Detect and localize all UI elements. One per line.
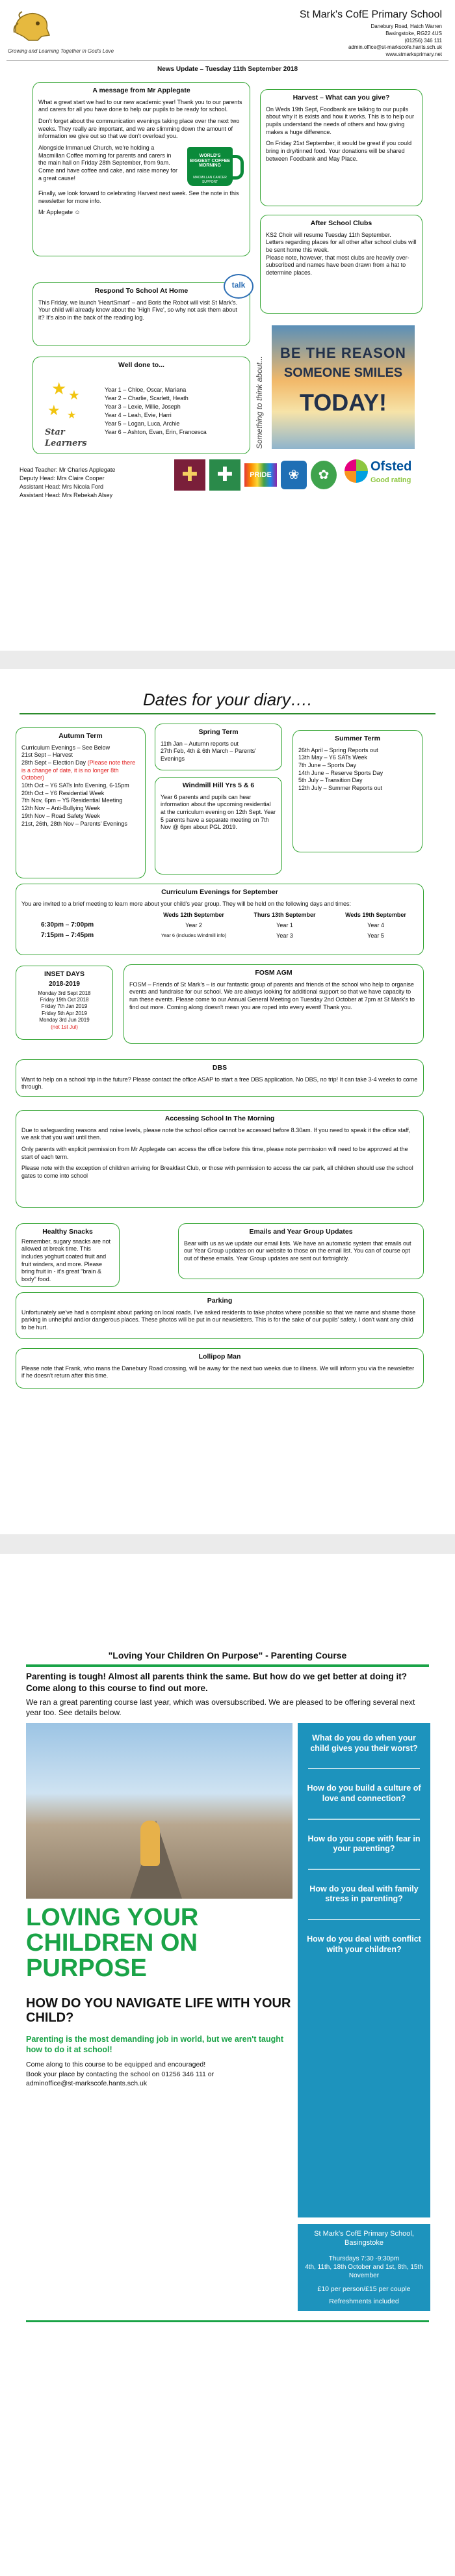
question-divider: [308, 1919, 420, 1920]
applegate-message-box: [32, 82, 250, 256]
term-line: 7th Nov, 6pm – Y5 Residential Meeting: [21, 797, 123, 804]
school-name: St Mark's CofE Primary School: [299, 9, 442, 20]
term-line: 10th Oct – Y6 SATs Info Evening, 6-15pm: [21, 782, 129, 789]
diary-underline: [20, 713, 436, 714]
header-divider: [6, 60, 448, 61]
talk-badge: [224, 274, 254, 299]
term-line: 7th June – Sports Day: [298, 762, 357, 769]
box-title: Curriculum Evenings for September: [161, 888, 278, 896]
mug-text: WORLD'S BIGGEST COFFEE MORNING: [190, 154, 230, 169]
column-day: Weds 19th September: [345, 912, 406, 919]
spring-term-box: [155, 724, 282, 770]
term-line: 21st Sept – Harvest: [21, 752, 73, 759]
ofsted-logo: [344, 455, 429, 495]
star-icon: ★: [47, 402, 60, 418]
venue-box: [298, 2224, 430, 2311]
details-line: Come along to this course to be equipped and encouraged!: [26, 2061, 206, 2068]
inset-date: Friday 7th Jan 2019: [41, 1003, 88, 1010]
box-title: Harvest – What can you give?: [292, 94, 390, 102]
address-line: Basingstoke, RG22 4US: [385, 30, 442, 36]
ofsted-rating: Good rating: [370, 476, 411, 484]
page-gap: [0, 651, 455, 669]
mug-handle: [230, 155, 244, 180]
paragraph: Unfortunately we've had a complaint about parking on local roads. I've asked residents to take photos where possible so that we name and shame those parking in unhelpful and/or dangerous places. These photos will be put in our newsletters. This is for the sake of our pupils' safety. I don't want any child to be hurt.: [21, 1308, 416, 1331]
award-logo-icon: ✿: [311, 461, 337, 489]
column-year: Year 6 (includes Windmill info): [161, 932, 227, 938]
award-logo-icon: ❀: [281, 461, 307, 489]
update-title: News Update – Tuesday 11th September 2018: [157, 66, 298, 73]
stars-label: Star Learners: [45, 427, 87, 448]
term-line: 12th Nov – Anti-Bullying Week: [21, 805, 100, 812]
questions-column: [298, 1723, 430, 2217]
column-year: Year 3: [276, 932, 293, 939]
term-line: 12th July – Summer Reports out: [298, 785, 383, 792]
stars-graphic: [45, 378, 90, 450]
box-title: DBS: [212, 1064, 228, 1072]
term-line: 27th Feb, 4th & 6th March – Parents' Evenings: [161, 748, 256, 763]
box-title: Emails and Year Group Updates: [249, 1228, 353, 1236]
paragraph: Finally, we look forward to celebrating Harvest next week. See the note in this newsletter for more info.: [38, 190, 239, 204]
paragraph: You are invited to a brief meeting to learn more about your child's year group. They will be held on the following days and times:: [21, 900, 352, 907]
star-icon: ★: [67, 410, 77, 421]
paragraph: Bear with us as we update our email lists. We have an automatic system that emails out our Year Group updates on our website to those on the email list. You can of course opt out of these emails. Year Group updates are sent out fortnightly.: [184, 1240, 411, 1262]
list-item: Year 6 – Ashton, Evan, Erin, Francesca: [105, 429, 207, 436]
term-line: 20th Oct – Y6 Residential Week: [21, 789, 105, 796]
paragraph: Please note with the exception of children arriving for Breakfast Club, or those with permission to access the car park, all children should use the school gates to come into school: [21, 1165, 413, 1180]
signature: Mr Applegate ☺: [38, 209, 81, 216]
inset-date: Friday 19th Oct 2018: [40, 997, 89, 1003]
cross-logo-icon: ✚: [174, 459, 205, 491]
staff-list: [20, 466, 115, 500]
poster-side-text: Something to think about...: [255, 356, 264, 449]
morning-access-box: [16, 1110, 424, 1208]
inset-date: Friday 5th Apr 2019: [42, 1010, 87, 1016]
website-link[interactable]: www.stmarksprimary.net: [385, 51, 442, 58]
box-title: After School Clubs: [310, 219, 372, 227]
paragraph: Alongside Immanuel Church, we're holding a Macmillan Coffee morning for parents and carers in the main hall on Friday 28th September, from 9am. Come and have coffee and cake, and raise money for a great cause!: [38, 144, 177, 182]
date-change-note: (Please note there is a change of date, it is no longer 8th October): [21, 759, 136, 781]
macmillan-mug-image: [182, 144, 244, 190]
box-title: Well done to...: [118, 361, 164, 369]
term-line: 11th Jan – Autumn reports out: [161, 740, 239, 747]
term-line: 14th June – Reserve Sports Day: [298, 769, 384, 776]
star-icon: ★: [51, 379, 67, 398]
course-price: £10 per person/£15 per couple: [317, 2285, 411, 2293]
term-line: Curriculum Evenings – See Below: [21, 744, 110, 751]
column-day: Thurs 13th September: [254, 912, 316, 919]
paragraph: Don't forget about the communication evenings taking place over the next two weeks. They really are important, and we are slimming down the amount of information we give out so that we don't overload you.: [38, 118, 240, 140]
footer-logos: [174, 455, 447, 501]
paragraph: Only parents with explicit permission from Mr Applegate can access the office before this time, please note permission will need to be approved at the start of each term.: [21, 1146, 408, 1160]
star-icon: ★: [68, 388, 80, 403]
poster-line: SOMEONE SMILES: [283, 366, 403, 380]
question-divider: [308, 1869, 420, 1870]
curriculum-table: [21, 912, 418, 944]
box-title: Respond To School At Home: [94, 287, 188, 295]
after-school-clubs-box: [260, 215, 422, 314]
question-divider: [308, 1819, 420, 1820]
list-item: Year 4 – Leah, Evie, Harri: [105, 412, 172, 419]
column-year: Year 4: [367, 922, 384, 929]
box-title: Spring Term: [198, 728, 239, 736]
ofsted-wheel-icon: [344, 459, 368, 483]
poster-line: BE THE REASON: [280, 345, 406, 361]
question: How do you cope with fear in your parenting?: [307, 1834, 421, 1854]
fosm-agm-box: [124, 964, 424, 1044]
column-day: Weds 12th September: [163, 912, 224, 919]
curriculum-evenings-box: [16, 884, 424, 955]
pride-logo: [244, 463, 277, 487]
paragraph: On Friday 21st September, it would be great if you could bring in dry/tinned food. Your donations will be shared between Foodbank and May Place.: [266, 140, 412, 162]
staff-line: Head Teacher: Mr Charles Applegate: [20, 467, 116, 473]
parking-box: [16, 1292, 424, 1339]
big-line: CHILDREN ON: [26, 1929, 198, 1957]
child-figure: [140, 1821, 160, 1866]
inset-date: Monday 3rd Sept 2018: [38, 990, 91, 996]
list-item: Year 3 – Lexie, Millie, Joseph: [105, 403, 181, 411]
question: How do you build a culture of love and connection?: [307, 1783, 421, 1803]
term-line: 21st, 26th, 28th Nov – Parents' Evenings: [21, 820, 127, 827]
time-slot: 6:30pm – 7:00pm: [41, 921, 94, 929]
box-title: FOSM AGM: [255, 969, 292, 977]
poster-line: TODAY!: [299, 389, 387, 416]
big-line: PURPOSE: [26, 1954, 147, 1982]
flyer-title: "Loving Your Children On Purpose" - Parenting Course: [108, 1650, 347, 1661]
inset-days-box: [16, 966, 113, 1040]
question-divider: [308, 1768, 420, 1769]
box-title: Healthy Snacks: [42, 1228, 93, 1236]
paragraph: Year 6 parents and pupils can hear information about the upcoming residential at the curriculum evening on 12th Sept. Year 5 parents have a separate meeting on 7th Nov @ 6pm about PGL 2019.: [161, 793, 276, 831]
flyer-email-link[interactable]: adminoffice@st-markscofe.hants.sch.uk: [26, 2080, 148, 2088]
parenting-flyer: [0, 1554, 455, 2576]
well-done-list: [105, 386, 207, 437]
paragraph: Please note that Frank, who mans the Danebury Road crossing, will be away for the next two weeks due to illness. We will inform you via the newsletter if he doesn't return after this time.: [21, 1364, 415, 1379]
staff-line: Assistant Head: Mrs Nicola Ford: [20, 483, 104, 491]
school-logo: [9, 7, 55, 46]
paragraph: What a great start we had to our new academic year! Thank you to our parents and carers for all you have done to help our pupils to be ready for school.: [38, 98, 242, 113]
autumn-term-box: [16, 727, 146, 878]
details-line: Book your place by contacting the school on 01256 346 111 or: [26, 2070, 214, 2078]
mug-brand: MACMILLAN CANCER SUPPORT: [193, 176, 227, 184]
healthy-snacks-box: [16, 1223, 120, 1287]
inset-year: 2018-2019: [49, 980, 80, 988]
box-title: Lollipop Man: [198, 1353, 241, 1361]
course-dates: Thursdays 7:30 -9:30pm 4th, 11th, 18th October and 1st, 8th, 15th November: [305, 2255, 423, 2279]
lion-icon: [9, 7, 55, 46]
page-gap: [0, 1534, 455, 1554]
talk-icon-label: talk: [231, 280, 246, 290]
flyer-question-heading: HOW DO YOU NAVIGATE LIFE WITH YOUR CHILD?: [26, 1996, 291, 2025]
lollipop-box: [16, 1348, 424, 1389]
column-year: Year 1: [276, 922, 293, 929]
paragraph: Remember, sugary snacks are not allowed at break time. This includes yoghurt coated fruit and fruit winders, and more. Please bring fruit in - it's great "brain & body" food.: [21, 1238, 111, 1283]
motivation-poster: [272, 325, 415, 449]
child-on-road-photo: [26, 1723, 292, 1899]
ofsted-label: Ofsted: [370, 459, 412, 474]
diary-title: Dates for your diary….: [142, 690, 313, 709]
pride-label: PRIDE: [250, 471, 272, 479]
inset-note: (not 1st Jul): [51, 1024, 78, 1030]
paragraph: On Weds 19th Sept, Foodbank are talking to our pupils about why it is exists and how it works. This is to help our pupils understand the needs of others and how giving makes a huge difference.: [266, 105, 414, 135]
term-line: 5th July – Transition Day: [298, 777, 363, 784]
box-title: Summer Term: [335, 735, 380, 742]
list-item: Year 2 – Charlie, Scarlett, Heath: [105, 395, 188, 402]
flyer-subtext: We ran a great parenting course last year, which was oversubscribed. We are pleased to be offering several next year too. See details below.: [26, 1698, 415, 1718]
column-year: Year 5: [367, 932, 384, 939]
paragraph: This Friday, we launch 'HeartSmart' – and Boris the Robot will visit St Mark's. Your child will already know about the 'High Five', so why not ask them about it? It's also in the back of the reading log.: [38, 299, 238, 321]
inset-date: Monday 3rd Jun 2019: [39, 1017, 90, 1024]
address-line: (01256) 346 111: [404, 37, 442, 44]
dbs-box: [16, 1059, 424, 1097]
paragraph: FOSM – Friends of St Mark's – is our fantastic group of parents and friends of the school who help to organise events and fundraise for our school. We are always looking for additional support so that we have capacity to run these events. Please come to our Annual General Meeting on Tuesday 2nd October at 7pm at St Mark's to find out more. Coming along doesn't mean you are roped into every event! Thank you.: [129, 981, 415, 1010]
flyer-big-title: [26, 1905, 292, 1981]
newsletter-page-1: [0, 0, 455, 651]
term-line: 19th Nov – Road Safety Week: [21, 812, 100, 819]
well-done-box: [32, 357, 250, 454]
flyer-demanding: Parenting is the most demanding job in world, but we aren't taught how to do it at school!: [26, 2035, 284, 2055]
time-slot: 7:15pm – 7:45pm: [41, 932, 94, 940]
list-item: Year 5 – Logan, Luca, Archie: [105, 420, 180, 427]
windmill-box: [155, 777, 282, 874]
term-line: 28th Sept – Election Day: [21, 759, 86, 766]
box-title: Windmill Hill Yrs 5 & 6: [182, 781, 255, 789]
box-title: INSET DAYS: [44, 970, 85, 978]
cross-logo-icon: ✚: [209, 459, 240, 491]
respond-at-home-box: [32, 282, 250, 346]
emails-box: [178, 1223, 424, 1279]
newsletter-page-2: [0, 669, 455, 1534]
box-title: Parking: [207, 1297, 233, 1305]
summer-term-box: [292, 730, 422, 852]
harvest-box: [260, 89, 422, 206]
box-title: Autumn Term: [58, 732, 103, 740]
paragraph: Due to safeguarding reasons and noise levels, please note the school office cannot be accessed before 8.30am. If you need to speak it the office staff, we ask that you wait until then.: [21, 1126, 411, 1141]
question: How do you deal with conflict with your children?: [307, 1934, 421, 1954]
staff-line: Deputy Head: Mrs Claire Cooper: [20, 475, 105, 482]
question: What do you do when your child gives you their worst?: [310, 1733, 418, 1753]
paragraph: KS2 Choir will resume Tuesday 11th September. Letters regarding places for all other after school clubs will be sent home this week. Please note, however, that most clubs are heavily over-subscribed and names have been drawn from a hat to determine places.: [266, 231, 417, 277]
box-title: A message from Mr Applegate: [92, 87, 190, 94]
flyer-bottom-rule: [26, 2320, 429, 2322]
flyer-lead: Parenting is tough! Almost all parents think the same. But how do we get better at doing it? Come along to this course to find out more.: [26, 1672, 408, 1694]
big-line: LOVING YOUR: [26, 1904, 199, 1931]
flyer-details: [26, 2060, 292, 2089]
school-motto: Growing and Learning Together in God's Love: [8, 48, 114, 54]
staff-line: Assistant Head: Mrs Rebekah Alsey: [20, 492, 113, 499]
refreshments: Refreshments included: [329, 2298, 399, 2306]
term-line: 13th May – Y6 SATs Week: [298, 754, 368, 761]
venue: St Mark's CofE Primary School, Basingstoke: [314, 2230, 414, 2247]
column-year: Year 2: [185, 922, 202, 929]
question: How do you deal with family stress in parenting?: [309, 1884, 419, 1904]
paragraph: Want to help on a school trip in the future? Please contact the office ASAP to start a free DBS application. No DBS, no trip! It can take 3-4 weeks to come through.: [21, 1076, 418, 1091]
flyer-title-underline: [26, 1664, 429, 1667]
email-link[interactable]: admin.office@st-markscofe.hants.sch.uk: [348, 44, 442, 51]
term-line: 26th April – Spring Reports out: [298, 746, 378, 753]
list-item: Year 1 – Chloe, Oscar, Mariana: [105, 386, 187, 393]
box-title: Accessing School In The Morning: [164, 1115, 275, 1122]
school-address: [348, 23, 442, 59]
address-line: Danebury Road, Hatch Warren: [370, 23, 442, 29]
